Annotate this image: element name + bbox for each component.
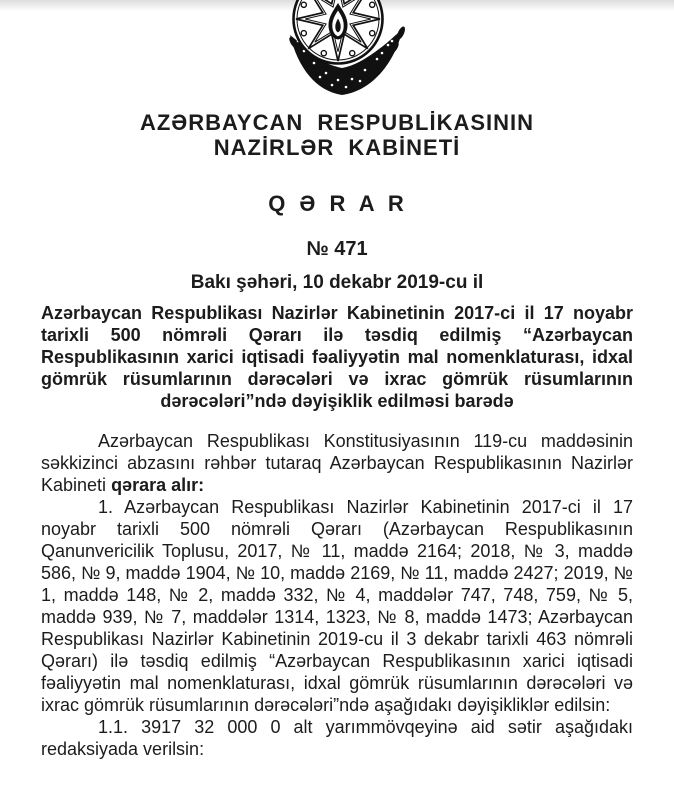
emblem-area [0,0,674,96]
decree-number: № 471 [306,238,368,260]
decree-heading: Q Ə R A R [268,191,406,216]
paragraph-item-1-1: 1.1. 3917 32 000 0 alt yarımmövqeyinə aid sətir aşağıdakı redaksiyada verilsin: [41,717,633,759]
place-date-line: Bakı şəhəri, 10 dekabr 2019-cu il [190,272,484,293]
paragraph-item-1: 1. Azərbaycan Respublikası Nazirlər Kabinetinin 2017-ci il 17 noyabr tarixli 500 nömrəli Qərarı (Azərbaycan Respublikasının Qanunvericilik Toplusu, 2017, № 11, maddə 2164; 2018, № 3, maddə 586, № 9, maddə 1904, № 10, maddə 2169, № 11, maddə 2427; 2019, № 1, maddə 148, № 2, maddə 332, № 4, maddələr 747, 748, 759, № 5, maddə 939, № 7, maddələr 1314, 1323, № 8, maddə 1473; Azərbaycan Respublikası Nazirlər Kabinetinin 2019-cu il 3 dekabr tarixli 463 nömrəli Qərarı) ilə təsdiq edilmiş “Azərbaycan Respublikasının xarici iqtisadi fəaliyyətin mal nomenklaturası, idxal gömrük rüsumlarının dərəcələri və ixrac gömrük rüsumlarının dərəcələri”ndə aşağıdakı dəyişikliklər edilsin: [41,497,633,715]
intro-resolution-phrase: qərara alır: [111,475,205,495]
decree-title: Azərbaycan Respublikası Nazirlər Kabinetinin 2017-ci il 17 noyabr tarixli 500 nömrəli Qərarı ilə təsdiq edilmiş “Azərbaycan Respublikasının xarici iqtisadi fəaliyyətin mal nomenklaturası, idxal gömrük rüsumlarının dərəcələri və ixrac gömrük rüsumlarının dərəcələri”ndə dəyişiklik edilməsi barədə [41,303,633,411]
issuing-authority-line2: NAZİRLƏR KABİNETİ [213,135,461,160]
issuing-authority [0,110,674,160]
intro-text: Azərbaycan Respublikası Konstitusiyasının 119-cu maddəsinin səkkizinci abzasını rəhbər tutaraq Azərbaycan Respublikasının Nazirlər Kabineti [41,431,633,495]
paragraph-intro [41,430,633,496]
azerbaijan-coat-of-arms-icon [268,0,408,103]
issuing-authority-line1: AZƏRBAYCAN RESPUBLİKASININ [139,110,535,135]
